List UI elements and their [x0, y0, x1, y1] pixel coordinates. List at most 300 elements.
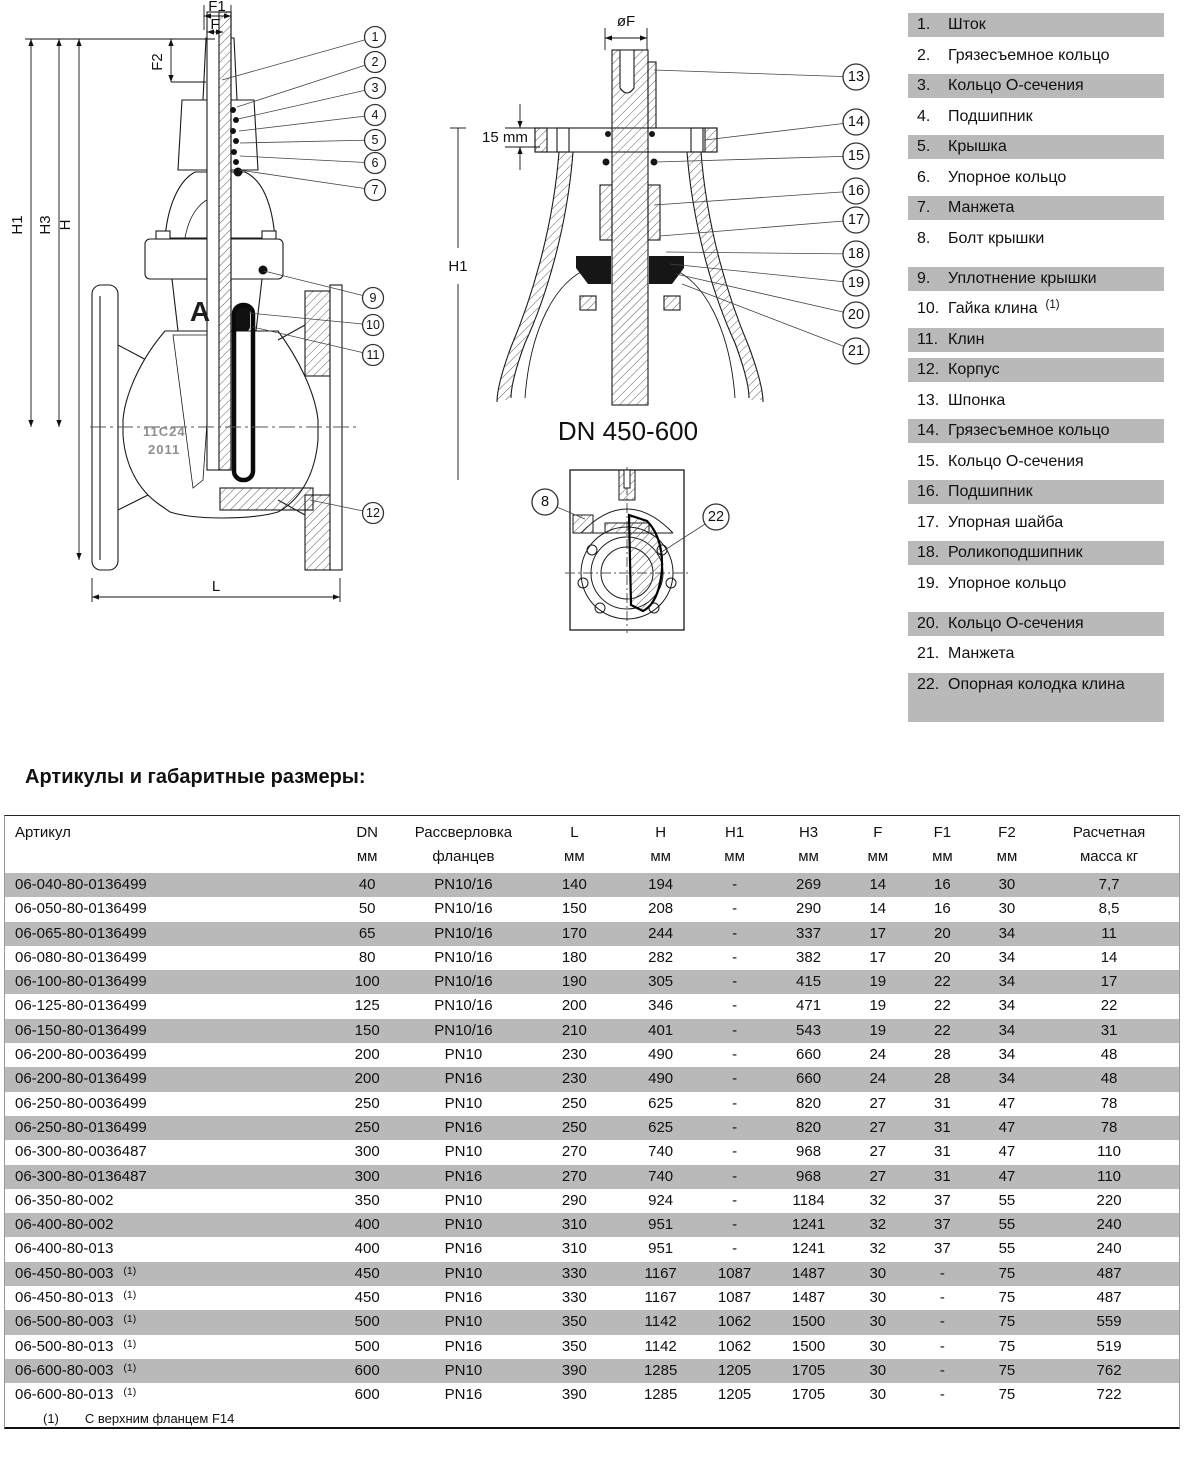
value-cell: 240	[1096, 1216, 1122, 1234]
value-cell: 34	[998, 997, 1016, 1015]
article-cell	[5, 1019, 333, 1043]
parts-list-item	[908, 419, 1164, 443]
dim-label-h3: H3	[37, 215, 54, 235]
parts-list-item	[908, 44, 1164, 68]
value-cell: 31	[934, 1118, 951, 1136]
value-cell: 20	[934, 924, 951, 942]
callout-number: 15	[847, 148, 865, 164]
value-cell: 22	[934, 997, 951, 1015]
callout-number: 11	[366, 348, 380, 362]
parts-list-item	[908, 572, 1164, 596]
wedge-detail-drawing	[515, 455, 750, 645]
value-cell: 31	[934, 1167, 951, 1185]
value-cell: PN10/16	[434, 1021, 493, 1039]
callout-number: 8	[540, 494, 550, 510]
parts-list-item	[908, 227, 1164, 251]
value-cell: 230	[561, 1046, 587, 1064]
part-number: 5.	[917, 138, 931, 155]
value-cell: 31	[1100, 1021, 1118, 1039]
part-number: 21.	[917, 645, 940, 662]
column-header: H1	[725, 824, 745, 841]
article-number: 06-450-80-013	[15, 1289, 114, 1307]
part-label: Подшипник	[948, 107, 1033, 125]
article-number: 06-300-80-0036487	[15, 1143, 147, 1161]
value-cell: 490	[648, 1046, 674, 1064]
column-unit: мм	[650, 848, 671, 865]
value-cell: 740	[648, 1167, 674, 1185]
value-cell: 30	[869, 1313, 887, 1331]
article-number: 06-450-80-003	[15, 1264, 114, 1282]
value-cell: 110	[1097, 1143, 1122, 1161]
parts-list-item	[908, 389, 1164, 413]
value-cell: 24	[869, 1070, 887, 1088]
callout-2	[237, 52, 386, 108]
part-number: 19.	[917, 574, 940, 592]
value-cell: 290	[796, 900, 822, 918]
value-cell: 300	[354, 1143, 380, 1161]
value-cell: 762	[1096, 1361, 1122, 1379]
value-cell: 150	[561, 900, 587, 918]
part-label: Шпонка	[948, 391, 1006, 409]
column-header: F1	[933, 824, 952, 841]
value-cell: 200	[354, 1070, 380, 1088]
value-cell: 740	[648, 1143, 674, 1161]
value-cell: 951	[648, 1240, 674, 1258]
value-cell: 924	[648, 1191, 674, 1209]
value-cell: -	[939, 1289, 945, 1307]
value-cell: 37	[934, 1240, 951, 1258]
value-cell: 951	[648, 1216, 674, 1234]
value-cell: 600	[354, 1361, 380, 1379]
value-cell: 968	[796, 1143, 822, 1161]
value-cell: 48	[1100, 1070, 1118, 1088]
value-cell: 110	[1097, 1167, 1122, 1185]
value-cell: 1142	[644, 1337, 677, 1355]
value-cell: 75	[998, 1386, 1016, 1404]
value-cell: -	[732, 1118, 738, 1136]
parts-list-item	[908, 480, 1164, 504]
part-number: 18.	[917, 544, 940, 561]
value-cell: 22	[934, 973, 951, 991]
article-cell	[5, 1310, 333, 1334]
value-cell: 390	[561, 1361, 587, 1379]
value-cell: 250	[561, 1118, 587, 1136]
table-row	[5, 1237, 1179, 1261]
article-cell	[5, 970, 333, 994]
value-cell: 65	[358, 924, 376, 942]
article-number: 06-125-80-0136499	[15, 997, 147, 1015]
row-footnote-ref: (1)	[123, 1289, 137, 1302]
part-label: Подшипник	[948, 483, 1033, 500]
value-cell: 600	[354, 1386, 380, 1404]
callout-4	[239, 105, 386, 132]
value-cell: 400	[354, 1216, 380, 1234]
parts-list-item	[908, 135, 1164, 159]
value-cell: 220	[1096, 1191, 1122, 1209]
article-cell	[5, 1262, 333, 1286]
parts-list-item	[908, 105, 1164, 129]
part-number: 1.	[917, 16, 931, 33]
value-cell: 14	[869, 876, 887, 893]
article-number: 06-200-80-0136499	[15, 1070, 147, 1088]
footnote-marker: (1)	[43, 1410, 59, 1426]
value-cell: 270	[561, 1143, 587, 1161]
callout-number: 20	[847, 307, 865, 323]
table-row	[5, 873, 1179, 897]
dim-label-h1-middle: H1	[448, 258, 468, 275]
part-number: 14.	[917, 422, 940, 439]
value-cell: 30	[869, 1337, 887, 1355]
value-cell: PN10/16	[434, 876, 493, 893]
column-header: L	[570, 824, 579, 841]
callout-number: 17	[847, 212, 865, 228]
drawing-caption-dn450-600: DN 450-600	[557, 416, 699, 446]
callout-number: 21	[847, 343, 865, 359]
value-cell: 660	[796, 1046, 822, 1064]
value-cell: -	[939, 1361, 945, 1379]
value-cell: PN10	[444, 1094, 483, 1112]
value-cell: PN16	[444, 1118, 483, 1136]
value-cell: PN16	[444, 1337, 483, 1355]
column-header: DN	[356, 824, 378, 841]
value-cell: 200	[561, 997, 587, 1015]
table-body	[5, 873, 1179, 1408]
dim-label-h: H	[57, 219, 74, 231]
value-cell: 11	[1101, 924, 1117, 942]
value-cell: 75	[998, 1264, 1016, 1282]
article-number: 06-250-80-0136499	[15, 1118, 147, 1136]
part-label: Роликоподшипник	[948, 544, 1083, 561]
table-header-units	[5, 848, 1179, 873]
value-cell: 30	[869, 1289, 887, 1307]
value-cell: -	[732, 900, 738, 918]
value-cell: 80	[358, 948, 376, 966]
article-cell	[5, 1189, 333, 1213]
value-cell: 34	[998, 1070, 1016, 1088]
value-cell: 194	[648, 876, 674, 893]
value-cell: 22	[1100, 997, 1118, 1015]
callout-number: 16	[847, 183, 865, 199]
value-cell: 300	[354, 1167, 380, 1185]
value-cell: 27	[869, 1118, 887, 1136]
value-cell: 350	[354, 1191, 380, 1209]
value-cell: PN10	[444, 1216, 483, 1234]
callout-number: 5	[371, 133, 379, 147]
table-row	[5, 1359, 1179, 1383]
dim-label-f1: F1	[208, 0, 226, 15]
table-row	[5, 1165, 1179, 1189]
value-cell: 100	[354, 973, 380, 991]
value-cell: 40	[358, 876, 376, 893]
value-cell: -	[732, 1046, 738, 1064]
value-cell: 30	[998, 900, 1016, 918]
parts-list-item	[908, 74, 1164, 98]
column-header: F	[873, 824, 883, 841]
callout-number: 4	[371, 108, 379, 122]
value-cell: 330	[561, 1289, 587, 1307]
table-row	[5, 1092, 1179, 1116]
value-cell: 32	[869, 1216, 887, 1234]
value-cell: 180	[561, 948, 587, 966]
part-label: Упорная шайба	[948, 513, 1064, 531]
value-cell: PN10/16	[434, 900, 493, 918]
article-number: 06-150-80-0136499	[15, 1021, 147, 1039]
value-cell: PN10/16	[434, 973, 493, 991]
value-cell: 1087	[717, 1264, 752, 1282]
value-cell: 17	[869, 924, 887, 942]
value-cell: 230	[561, 1070, 587, 1088]
part-number: 11.	[917, 330, 939, 348]
part-number: 22.	[917, 675, 940, 693]
value-cell: 34	[998, 1021, 1016, 1039]
table-row	[5, 1310, 1179, 1334]
article-cell	[5, 1043, 333, 1067]
column-header: Расчетная	[1072, 824, 1146, 841]
value-cell: 150	[354, 1021, 380, 1039]
value-cell: 1500	[791, 1337, 826, 1355]
value-cell: PN10	[444, 1143, 483, 1161]
part-number: 4.	[917, 107, 931, 125]
value-cell: 1500	[791, 1313, 826, 1331]
value-cell: PN10	[444, 1361, 483, 1379]
value-cell: 125	[354, 997, 380, 1015]
part-number: 12.	[917, 361, 940, 378]
part-number: 8.	[917, 229, 931, 247]
value-cell: -	[732, 876, 738, 893]
part-number: 2.	[917, 46, 931, 64]
value-cell: PN10/16	[434, 948, 493, 966]
table-row	[5, 1067, 1179, 1091]
value-cell: 75	[998, 1337, 1016, 1355]
callout-number: 6	[371, 156, 379, 170]
value-cell: 20	[934, 948, 951, 966]
table-title: Артикулы и габаритные размеры:	[25, 766, 366, 788]
value-cell: 47	[998, 1167, 1016, 1185]
value-cell: 519	[1096, 1337, 1122, 1355]
value-cell: -	[939, 1313, 945, 1331]
value-cell: 543	[796, 1021, 822, 1039]
value-cell: PN16	[444, 1289, 483, 1307]
column-unit	[5, 848, 333, 873]
article-cell	[5, 1116, 333, 1140]
value-cell: 625	[648, 1118, 674, 1136]
value-cell: -	[732, 1167, 738, 1185]
part-number: 3.	[917, 77, 931, 94]
part-label: Грязесъемное кольцо	[948, 46, 1110, 64]
value-cell: PN16	[444, 1240, 483, 1258]
table-footnote	[5, 1411, 1179, 1426]
value-cell: 1142	[644, 1313, 677, 1331]
table-row	[5, 970, 1179, 994]
row-footnote-ref: (1)	[123, 1264, 137, 1277]
column-header: H3	[798, 824, 819, 841]
article-cell	[5, 1092, 333, 1116]
value-cell: 1062	[717, 1313, 752, 1331]
value-cell: 450	[354, 1289, 380, 1307]
value-cell: PN10/16	[434, 997, 493, 1015]
detail-outline	[565, 467, 689, 633]
value-cell: PN10/16	[434, 924, 493, 942]
brand-logo-letter: A	[189, 296, 211, 327]
value-cell: -	[732, 948, 738, 966]
value-cell: 1285	[643, 1361, 678, 1379]
value-cell: 1487	[791, 1289, 826, 1307]
dim-label-diameter-f: øF	[616, 13, 636, 30]
value-cell: 450	[354, 1264, 380, 1282]
value-cell: 1205	[717, 1386, 752, 1404]
part-label: Шток	[948, 16, 986, 33]
article-cell	[5, 873, 333, 897]
parts-list-item	[908, 673, 1164, 722]
value-cell: 75	[998, 1361, 1016, 1379]
callout-number: 19	[847, 275, 865, 291]
table-row	[5, 922, 1179, 946]
column-unit: мм	[356, 848, 378, 865]
value-cell: 30	[998, 876, 1016, 893]
parts-list-item	[908, 541, 1164, 565]
value-cell: 390	[561, 1386, 587, 1404]
callout-6	[240, 153, 386, 174]
article-cell	[5, 1140, 333, 1164]
row-footnote-ref: (1)	[123, 1337, 137, 1350]
parts-list-item	[908, 196, 1164, 220]
parts-list-item	[908, 642, 1164, 666]
column-unit: масса кг	[1079, 848, 1139, 865]
table-row	[5, 1116, 1179, 1140]
casting-mark-line1: 11C24	[143, 424, 186, 439]
value-cell: PN10	[444, 1313, 483, 1331]
callout-number: 7	[371, 183, 379, 197]
value-cell: 8,5	[1098, 900, 1120, 918]
article-cell	[5, 1383, 333, 1407]
callout-14	[705, 109, 869, 140]
article-cell	[5, 1237, 333, 1261]
value-cell: 310	[561, 1216, 587, 1234]
table-row	[5, 1335, 1179, 1359]
footnote-text: С верхним фланцем F14	[84, 1410, 235, 1426]
value-cell: 75	[998, 1289, 1016, 1307]
dim-label-l: L	[211, 578, 221, 595]
value-cell: 290	[561, 1191, 587, 1209]
article-number: 06-600-80-003	[15, 1361, 114, 1379]
part-label: Упорное кольцо	[948, 168, 1067, 186]
callout-13	[654, 64, 869, 90]
value-cell: 244	[648, 924, 674, 942]
value-cell: -	[732, 924, 738, 942]
part-number: 16.	[917, 483, 940, 500]
callout-number: 13	[847, 69, 865, 85]
value-cell: 28	[934, 1046, 951, 1064]
article-number: 06-200-80-0036499	[15, 1046, 147, 1064]
value-cell: PN16	[444, 1167, 483, 1185]
valve-section-side-drawing	[10, 0, 420, 645]
value-cell: 37	[934, 1191, 951, 1209]
part-number: 9.	[917, 269, 931, 287]
value-cell: 17	[1100, 973, 1118, 991]
value-cell: -	[939, 1386, 945, 1404]
article-cell	[5, 1165, 333, 1189]
column-unit: мм	[724, 848, 745, 865]
dim-label-f: F	[210, 16, 220, 33]
value-cell: 1167	[644, 1264, 677, 1282]
callout-number: 9	[369, 291, 377, 305]
value-cell: 55	[998, 1216, 1016, 1234]
article-cell	[5, 946, 333, 970]
part-label: Гайка клина	[948, 300, 1038, 317]
callout-number: 14	[847, 114, 865, 130]
callout-number: 10	[366, 318, 380, 332]
article-number: 06-350-80-002	[15, 1191, 114, 1209]
value-cell: 820	[796, 1118, 822, 1136]
callout-1	[222, 27, 386, 81]
value-cell: 250	[354, 1118, 380, 1136]
value-cell: 1184	[792, 1191, 825, 1209]
value-cell: -	[732, 1240, 738, 1258]
value-cell: 48	[1100, 1046, 1118, 1064]
table-row	[5, 1286, 1179, 1310]
article-number: 06-100-80-0136499	[15, 973, 147, 991]
dimensions-table	[4, 815, 1180, 1429]
column-unit: мм	[564, 848, 585, 865]
callout-5	[240, 130, 386, 151]
parts-list-item	[908, 450, 1164, 474]
callout-number: 12	[366, 506, 380, 520]
value-cell: 190	[561, 973, 587, 991]
value-cell: 47	[998, 1094, 1016, 1112]
value-cell: PN10	[444, 1191, 483, 1209]
value-cell: 32	[869, 1240, 887, 1258]
article-cell	[5, 1213, 333, 1237]
article-number: 06-040-80-0136499	[15, 876, 147, 893]
value-cell: 269	[796, 876, 822, 893]
article-number: 06-050-80-0136499	[15, 900, 147, 918]
value-cell: 170	[561, 924, 587, 942]
value-cell: 47	[998, 1118, 1016, 1136]
table-header-labels	[5, 816, 1179, 848]
part-label: Упорное кольцо	[948, 574, 1067, 592]
article-cell	[5, 1335, 333, 1359]
value-cell: 19	[869, 1021, 887, 1039]
value-cell: -	[732, 997, 738, 1015]
value-cell: 140	[561, 876, 587, 893]
part-number: 17.	[917, 513, 940, 531]
article-number: 06-400-80-002	[15, 1216, 114, 1234]
table-row	[5, 1043, 1179, 1067]
value-cell: 24	[869, 1046, 887, 1064]
callout-16	[654, 178, 869, 205]
parts-list-item	[908, 358, 1164, 382]
value-cell: 350	[561, 1313, 587, 1331]
value-cell: -	[732, 1094, 738, 1112]
value-cell: 55	[998, 1191, 1016, 1209]
article-cell	[5, 1359, 333, 1383]
article-cell	[5, 1067, 333, 1091]
value-cell: -	[732, 1216, 738, 1234]
part-label: Крышка	[948, 138, 1007, 155]
parts-list-item	[908, 13, 1164, 37]
value-cell: 382	[796, 948, 822, 966]
row-footnote-ref: (1)	[123, 1313, 137, 1326]
callout-21	[682, 284, 869, 364]
value-cell: 350	[561, 1337, 587, 1355]
part-label: Болт крышки	[948, 229, 1045, 247]
table-row	[5, 946, 1179, 970]
article-number: 06-500-80-003	[15, 1313, 114, 1331]
value-cell: 78	[1100, 1118, 1118, 1136]
value-cell: 27	[869, 1094, 887, 1112]
value-cell: 30	[869, 1386, 887, 1404]
value-cell: 559	[1096, 1313, 1122, 1331]
